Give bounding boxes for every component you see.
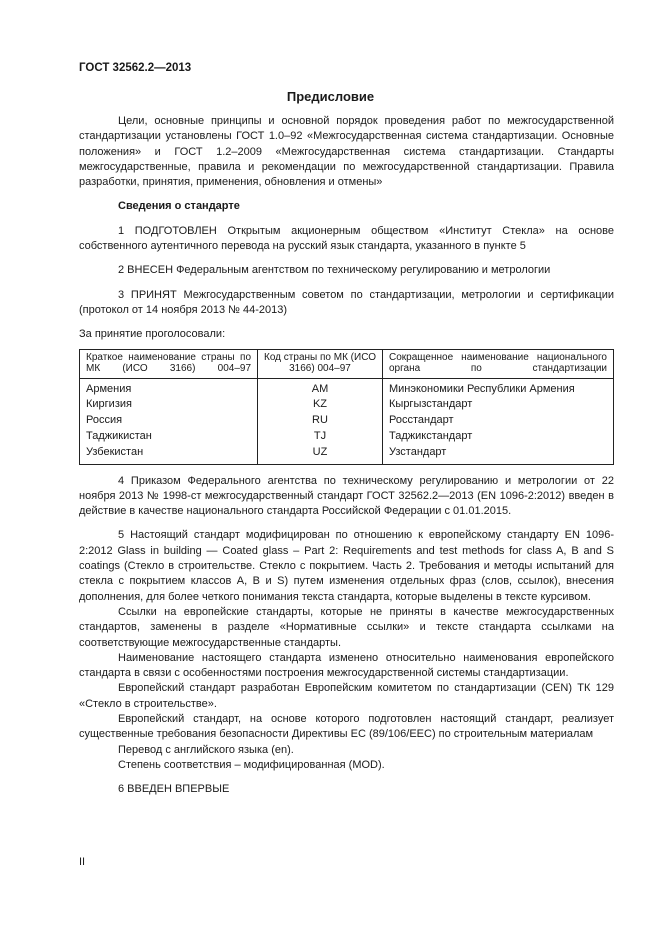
country-code: TJ: [258, 429, 383, 445]
table-row: [80, 429, 614, 445]
vote-table: [79, 349, 614, 465]
item-3-adopted: 3 ПРИНЯТ Межгосударственным советом по стандартизации, метрологии и сертификации (протокол от 14 ноября 2013 № 44-2013): [79, 288, 614, 316]
standards-body: Таджикстандарт: [383, 429, 614, 445]
country-code: RU: [258, 413, 383, 429]
col-country-name: Краткое наименование страны по МК (ИСО 3166) 004–97: [80, 349, 258, 378]
page-title: Предисловие: [286, 89, 375, 104]
item-5-conformity: Степень соответствия – модифицированная (MOD).: [118, 758, 385, 771]
vote-table-header: [80, 349, 614, 378]
table-row: [80, 397, 614, 413]
country-code: UZ: [258, 445, 383, 464]
col-country-code: Код страны по МК (ИСО 3166) 004–97: [258, 349, 383, 378]
table-row: [80, 413, 614, 429]
standards-body: Узстандарт: [383, 445, 614, 464]
item-2-submitted: 2 ВНЕСЕН Федеральным агентством по техническому регулированию и метрологии: [118, 264, 551, 277]
country-name: Таджикистан: [80, 429, 258, 445]
country-code: KZ: [258, 397, 383, 413]
country-code: AM: [258, 378, 383, 397]
item-4-order: 4 Приказом Федерального агентства по техническому регулированию и метрологии от 22 ноября 2013 № 1998-ст межгосударственный стандарт ГОСТ 32562.2—2013 (EN 1096-2:2012) введен в действие в качестве национального стандарта Российской Федерации с 01.01.2015.: [79, 474, 614, 518]
page-number: II: [79, 856, 86, 868]
item-5-name-change: Наименование настоящего стандарта изменено относительно наименования европейского стандарта в связи с особенностями построения межгосударственной системы стандартизации.: [79, 651, 614, 680]
vote-label: За принятие проголосовали:: [79, 328, 226, 341]
country-name: Армения: [80, 378, 258, 397]
item-5-developer: Европейский стандарт разработан Европейским комитетом по стандартизации (CEN) ТК 129 «Стекло в строительстве».: [79, 682, 614, 710]
standards-body: Кыргызстандарт: [383, 397, 614, 413]
item-1-prepared: 1 ПОДГОТОВЛЕН Открытым акционерным обществом «Институт Стекла» на основе собственного аутентичного перевода на русский язык стандарта, указанного в пункте 5: [79, 224, 614, 253]
standards-body: Минэкономики Республики Армения: [383, 378, 614, 397]
country-name: Киргизия: [80, 397, 258, 413]
item-5-translation: Перевод с английского языка (en).: [118, 743, 294, 756]
intro-paragraph: Цели, основные принципы и основной порядок проведения работ по межгосударственной стандартизации установлены ГОСТ 1.0–92 «Межгосударственная система стандартизации. Основные положения» и ГОСТ 1.2–2009 «Межгосударственная система стандартизации. Стандарты межгосударственные, правила и рекомендации по межгосударственной стандартизации. Правила разработки, принятия, применения, обновления и отмены»: [79, 115, 614, 189]
table-row: [80, 378, 614, 397]
info-heading: Сведения о стандарте: [118, 200, 240, 213]
standards-body: Росстандарт: [383, 413, 614, 429]
country-name: Узбекистан: [80, 445, 258, 464]
document-body: [79, 114, 614, 797]
country-name: Россия: [80, 413, 258, 429]
document-code: ГОСТ 32562.2—2013: [79, 62, 192, 74]
item-6-introduced: 6 ВВЕДЕН ВПЕРВЫЕ: [118, 783, 230, 796]
table-row: [80, 445, 614, 464]
item-5-requirements: Европейский стандарт, на основе которого подготовлен настоящий стандарт, реализует существенные требования безопасности Директивы ЕС (89/106/EEC) по строительным материалам: [79, 713, 614, 741]
item-5-modification: 5 Настоящий стандарт модифицирован по отношению к европейскому стандарту EN 1096-2:2012 Glass in building — Coated glass – Part 2: Requirements and test methods for class A, B and S coatings (Стекло в строительстве. Стекло с покрытием. Часть 2. Требования и методы испытаний для стекла с покрытием классов А, В и S) путем изменения отдельных фраз (слов, ссылок), внесения дополнения, для более четкого понимания текста стандарта, которые выделены в тексте курсивом.: [79, 529, 614, 603]
item-5-references: Ссылки на европейские стандарты, которые не приняты в качестве межгосударственных стандартов, заменены в разделе «Нормативные ссылки» и тексте стандарта ссылками на соответствующие межгосударственные стандарты.: [79, 605, 614, 649]
col-standards-body: Сокращенное наименование национального органа по стандартизации: [383, 349, 614, 378]
